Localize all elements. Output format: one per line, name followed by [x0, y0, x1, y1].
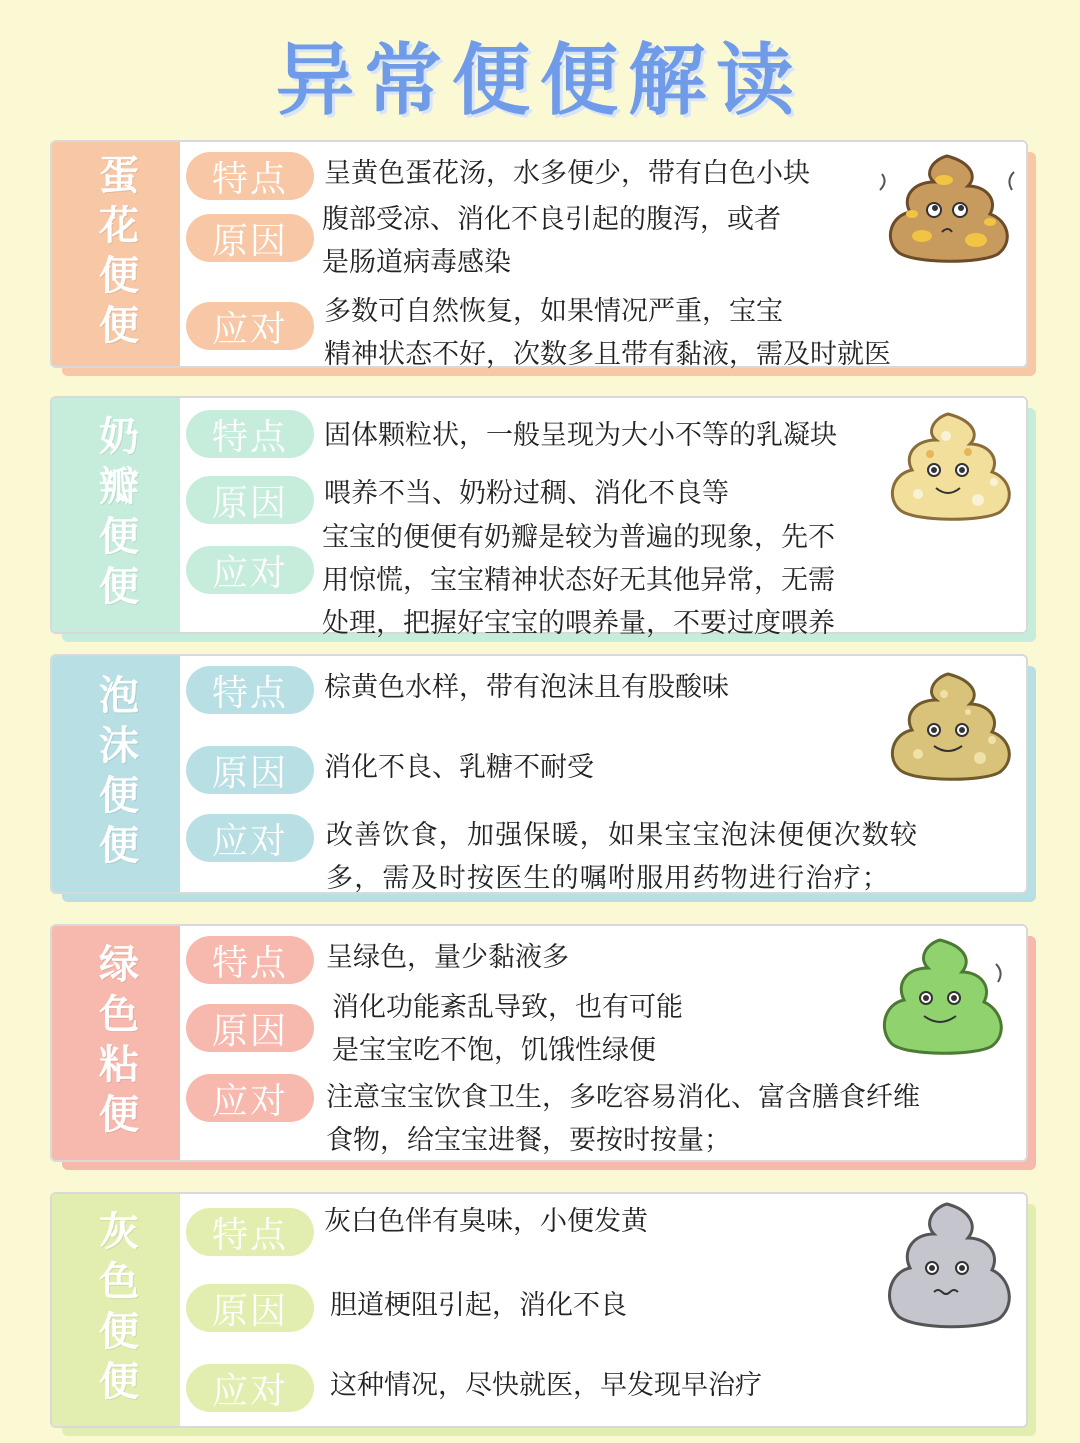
feature-text: [324, 152, 810, 195]
feature-text: [326, 936, 569, 979]
text-line: 多数可自然恢复，如果情况严重，宝宝: [324, 296, 783, 327]
text-line: 精神状态不好，次数多且带有黏液，需及时就医: [324, 339, 891, 370]
tag-cause: 原因: [186, 746, 314, 794]
tag-response: 应对: [186, 1364, 314, 1412]
text-line: 这种情况，尽快就医，早发现早治疗: [330, 1370, 762, 1401]
response-text: [330, 1364, 762, 1407]
card-milk-curd-stool: [50, 396, 1028, 639]
text-line: 改善饮食，加强保暖，如果宝宝泡沫便便次数较: [326, 820, 919, 851]
tag-response: 应对: [186, 1074, 314, 1122]
card-title: 灰色便便: [92, 1210, 139, 1410]
tag-cause: 原因: [186, 1004, 314, 1052]
text-line: 呈绿色，量少黏液多: [326, 942, 569, 973]
text-line: 消化不良、乳糖不耐受: [324, 752, 594, 783]
text-line: 消化功能紊乱导致，也有可能: [332, 992, 683, 1023]
cause-text: [324, 472, 729, 515]
card-foamy-stool: [50, 654, 1028, 894]
cream-spotted-poop-icon: [878, 408, 1018, 528]
card-title: 蛋花便便: [92, 154, 139, 354]
card-side-label: [52, 1194, 180, 1426]
tag-feature: 特点: [186, 410, 314, 458]
text-line: 呈黄色蛋花汤，水多便少，带有白色小块: [324, 158, 810, 189]
text-line: 用惊慌，宝宝精神状态好无其他异常，无需: [322, 565, 835, 596]
card-title: 绿色粘便: [92, 943, 139, 1143]
tan-bubbly-poop-icon: [878, 668, 1018, 788]
yellow-spotted-poop-icon: [872, 150, 1022, 270]
response-text: [326, 1076, 920, 1162]
text-line: 是肠道病毒感染: [322, 247, 511, 278]
cause-text: [322, 198, 781, 284]
tag-cause: 原因: [186, 476, 314, 524]
tag-feature: 特点: [186, 1208, 314, 1256]
card-side-label: [52, 656, 180, 892]
gray-poop-icon: [872, 1198, 1022, 1338]
response-text: [324, 290, 891, 376]
cause-text: [324, 746, 594, 789]
card-title: 泡沫便便: [92, 674, 139, 874]
tag-feature: 特点: [186, 152, 314, 200]
text-line: 注意宝宝饮食卫生，多吃容易消化、富含膳食纤维: [326, 1082, 920, 1113]
text-line: 固体颗粒状，一般呈现为大小不等的乳凝块: [324, 420, 837, 451]
text-line: 腹部受凉、消化不良引起的腹泻，或者: [322, 204, 781, 235]
page-title: 异常便便解读: [275, 36, 804, 126]
text-line: 胆道梗阻引起，消化不良: [330, 1290, 627, 1321]
response-text: [322, 516, 835, 645]
tag-response: 应对: [186, 302, 314, 350]
card-side-label: [52, 926, 180, 1160]
text-line: 处理，把握好宝宝的喂养量，不要过度喂养: [322, 608, 835, 639]
text-line: 是宝宝吃不饱，饥饿性绿便: [332, 1035, 656, 1066]
tag-feature: 特点: [186, 936, 314, 984]
feature-text: [324, 666, 729, 709]
response-text: [326, 814, 918, 900]
card-green-mucus-stool: [50, 924, 1028, 1162]
tag-response: 应对: [186, 546, 314, 594]
tag-cause: 原因: [186, 214, 314, 262]
tag-cause: 原因: [186, 1284, 314, 1332]
text-line: 多，需及时按医生的嘱咐服用药物进行治疗；: [326, 863, 890, 894]
cause-text: [330, 1284, 627, 1327]
text-line: 棕黄色水样，带有泡沫且有股酸味: [324, 672, 729, 703]
card-side-label: [52, 398, 180, 632]
card-title: 奶瓣便便: [92, 415, 139, 615]
card-side-label: [52, 142, 180, 366]
card-egg-drop-stool: [50, 140, 1028, 368]
text-line: 宝宝的便便有奶瓣是较为普遍的现象，先不: [322, 522, 835, 553]
text-line: 食物，给宝宝进餐，要按时按量；: [326, 1125, 731, 1156]
feature-text: [324, 1200, 648, 1243]
text-line: 喂养不当、奶粉过稠、消化不良等: [324, 478, 729, 509]
green-poop-icon: [870, 934, 1010, 1064]
tag-feature: 特点: [186, 666, 314, 714]
cause-text: [332, 986, 683, 1072]
feature-text: [324, 414, 837, 457]
card-gray-stool: [50, 1192, 1028, 1428]
tag-response: 应对: [186, 814, 314, 862]
text-line: 灰白色伴有臭味，小便发黄: [324, 1206, 648, 1237]
